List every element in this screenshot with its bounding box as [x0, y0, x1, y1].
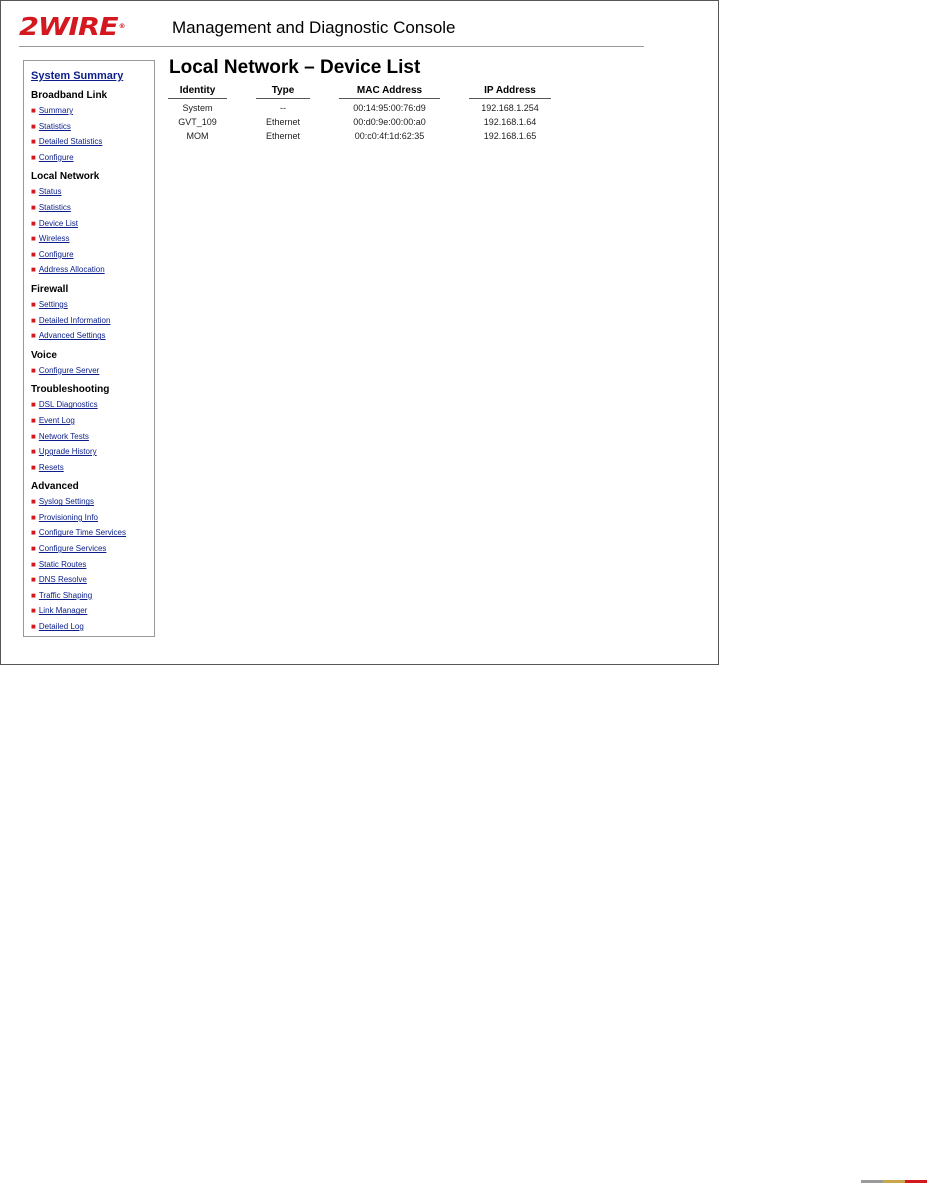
- sidebar-link[interactable]: [31, 525, 151, 541]
- sidebar-link-label[interactable]: Upgrade History: [38, 447, 97, 457]
- sidebar-link-label[interactable]: Link Manager: [38, 606, 88, 616]
- sidebar-link-label[interactable]: Configure Time Services: [38, 528, 126, 538]
- console-title: Management and Diagnostic Console: [172, 18, 456, 37]
- sidebar-link[interactable]: [31, 103, 151, 119]
- sidebar-section: [31, 383, 151, 475]
- sidebar-section-heading: Voice: [31, 349, 57, 361]
- table-header-row: [168, 84, 551, 99]
- bullet-icon: ■: [31, 528, 36, 538]
- sidebar-link-label[interactable]: Statistics: [38, 202, 71, 212]
- sidebar-link[interactable]: [31, 460, 151, 476]
- header-divider: [19, 46, 644, 47]
- sidebar-link[interactable]: [31, 247, 151, 263]
- sidebar-link[interactable]: [31, 588, 151, 604]
- sidebar-section-heading: Broadband Link: [31, 90, 108, 101]
- column-header-ip-address: IP Address: [469, 84, 551, 99]
- bullet-icon: ■: [31, 315, 36, 325]
- sidebar-link-label[interactable]: DNS Resolve: [38, 575, 87, 585]
- sidebar-link-label[interactable]: Network Tests: [38, 431, 89, 441]
- sidebar-section: [31, 480, 151, 634]
- sidebar-link[interactable]: [31, 216, 151, 232]
- table-row: [168, 115, 551, 129]
- sidebar-link-label[interactable]: Syslog Settings: [38, 497, 94, 507]
- corner-accent-gold: [883, 1180, 905, 1183]
- sidebar-nav: [23, 60, 155, 637]
- sidebar-link[interactable]: [31, 134, 151, 150]
- column-header-type: Type: [256, 84, 310, 99]
- type-cell: Ethernet: [265, 117, 301, 127]
- type-cell: --: [280, 103, 286, 113]
- sidebar-link[interactable]: [31, 510, 151, 526]
- bullet-icon: ■: [31, 121, 36, 131]
- sidebar-link[interactable]: [31, 557, 151, 573]
- sidebar-link-label[interactable]: Provisioning Info: [38, 512, 98, 522]
- sidebar-menu: [31, 89, 151, 640]
- sidebar-link-label[interactable]: Detailed Information: [38, 315, 111, 325]
- column-header-mac-address: MAC Address: [339, 84, 440, 99]
- sidebar-link[interactable]: [31, 200, 151, 216]
- sidebar-link-label[interactable]: Static Routes: [38, 559, 87, 569]
- corner-accent-gray: [861, 1180, 883, 1183]
- bullet-icon: ■: [31, 590, 36, 600]
- bullet-icon: ■: [31, 512, 36, 522]
- sidebar-link[interactable]: [31, 413, 151, 429]
- sidebar-link[interactable]: [31, 619, 151, 635]
- column-header-identity: Identity: [168, 84, 227, 99]
- sidebar-link-label[interactable]: Configure: [38, 152, 74, 162]
- sidebar-section-heading: Firewall: [31, 283, 69, 295]
- sidebar-section: [31, 349, 151, 379]
- identity-cell: MOM: [186, 131, 209, 141]
- sidebar-link-label[interactable]: Traffic Shaping: [38, 590, 93, 600]
- page-title: Local Network – Device List: [169, 57, 421, 78]
- sidebar-link-label[interactable]: Event Log: [38, 415, 75, 425]
- bullet-icon: ■: [31, 400, 36, 410]
- identity-cell: System: [182, 103, 213, 113]
- bullet-icon: ■: [31, 234, 36, 244]
- sidebar-link[interactable]: [31, 494, 151, 510]
- sidebar-link[interactable]: [31, 184, 151, 200]
- table-row: [168, 129, 551, 143]
- bullet-icon: ■: [31, 497, 36, 507]
- bullet-icon: ■: [31, 265, 36, 275]
- ip-address-cell: 192.168.1.254: [481, 103, 539, 113]
- sidebar-link[interactable]: [31, 444, 151, 460]
- sidebar-section: [31, 89, 151, 165]
- bullet-icon: ■: [31, 331, 36, 341]
- mac-address-cell: 00:14:95:00:76:d9: [353, 103, 426, 113]
- sidebar-link[interactable]: [31, 541, 151, 557]
- bullet-icon: ■: [31, 299, 36, 309]
- sidebar-link-label[interactable]: Resets: [38, 462, 64, 472]
- type-cell: Ethernet: [265, 131, 301, 141]
- sidebar-link[interactable]: [31, 328, 151, 344]
- sidebar-link[interactable]: [31, 150, 151, 166]
- sidebar-link[interactable]: [31, 603, 151, 619]
- bullet-icon: ■: [31, 622, 36, 632]
- sidebar-link-label[interactable]: Summary: [38, 106, 74, 115]
- sidebar-section-heading: Local Network: [31, 171, 100, 183]
- sidebar-link[interactable]: [31, 313, 151, 329]
- sidebar-link-label[interactable]: Configure Services: [38, 544, 107, 554]
- sidebar-link-label[interactable]: Configure Server: [38, 365, 100, 375]
- sidebar-link[interactable]: [31, 363, 151, 379]
- bullet-icon: ■: [31, 249, 36, 259]
- bullet-icon: ■: [31, 606, 36, 616]
- sidebar-link-label[interactable]: Statistics: [38, 121, 71, 131]
- bullet-icon: ■: [31, 431, 36, 441]
- bullet-icon: ■: [31, 575, 36, 585]
- mac-address-cell: 00:d0:9e:00:00:a0: [353, 117, 426, 127]
- sidebar-link-label[interactable]: Settings: [38, 299, 68, 309]
- bullet-icon: ■: [31, 187, 36, 197]
- identity-cell: GVT_109: [178, 117, 217, 127]
- sidebar-link-label[interactable]: Wireless: [38, 234, 70, 244]
- sidebar-section: [31, 170, 151, 278]
- sidebar-link[interactable]: [31, 119, 151, 135]
- table-row: [168, 101, 551, 115]
- brand-logo: 2WIRE®: [19, 12, 125, 41]
- console-frame: [0, 0, 719, 665]
- sidebar-section: [31, 283, 151, 344]
- corner-accent-red: [905, 1180, 927, 1183]
- sidebar-link[interactable]: [31, 397, 151, 413]
- device-table: [168, 84, 551, 143]
- ip-address-cell: 192.168.1.64: [483, 117, 537, 127]
- sidebar-section-heading: Advanced: [31, 481, 79, 493]
- sidebar-link[interactable]: [31, 262, 151, 278]
- sidebar-link-label[interactable]: Detailed Log: [38, 622, 84, 632]
- sidebar-link-label[interactable]: Detailed Statistics: [38, 137, 103, 147]
- bullet-icon: ■: [31, 152, 36, 162]
- bullet-icon: ■: [31, 559, 36, 569]
- sidebar-link-label[interactable]: DSL Diagnostics: [38, 400, 98, 410]
- bullet-icon: ■: [31, 447, 36, 457]
- bullet-icon: ■: [31, 415, 36, 425]
- sidebar-link-label[interactable]: Advanced Settings: [38, 331, 106, 341]
- bullet-icon: ■: [31, 218, 36, 228]
- mac-address-cell: 00:c0:4f:1d:62:35: [354, 131, 425, 141]
- ip-address-cell: 192.168.1.65: [483, 131, 537, 141]
- sidebar-link-label[interactable]: Status: [38, 187, 62, 197]
- sidebar-link-label[interactable]: Configure: [38, 249, 74, 259]
- bullet-icon: ■: [31, 462, 36, 472]
- sidebar-link[interactable]: [31, 429, 151, 445]
- sidebar-section-heading: Troubleshooting: [31, 384, 110, 396]
- sidebar-link-label[interactable]: Address Allocation: [38, 265, 105, 275]
- bullet-icon: ■: [31, 365, 36, 375]
- sidebar-link[interactable]: [31, 231, 151, 247]
- bullet-icon: ■: [31, 544, 36, 554]
- sidebar-link-label[interactable]: Device List: [38, 218, 78, 228]
- system-summary-link[interactable]: System Summary: [31, 70, 124, 82]
- sidebar-link[interactable]: [31, 297, 151, 313]
- bullet-icon: ■: [31, 106, 36, 115]
- sidebar-link[interactable]: [31, 572, 151, 588]
- bullet-icon: ■: [31, 202, 36, 212]
- bullet-icon: ■: [31, 137, 36, 147]
